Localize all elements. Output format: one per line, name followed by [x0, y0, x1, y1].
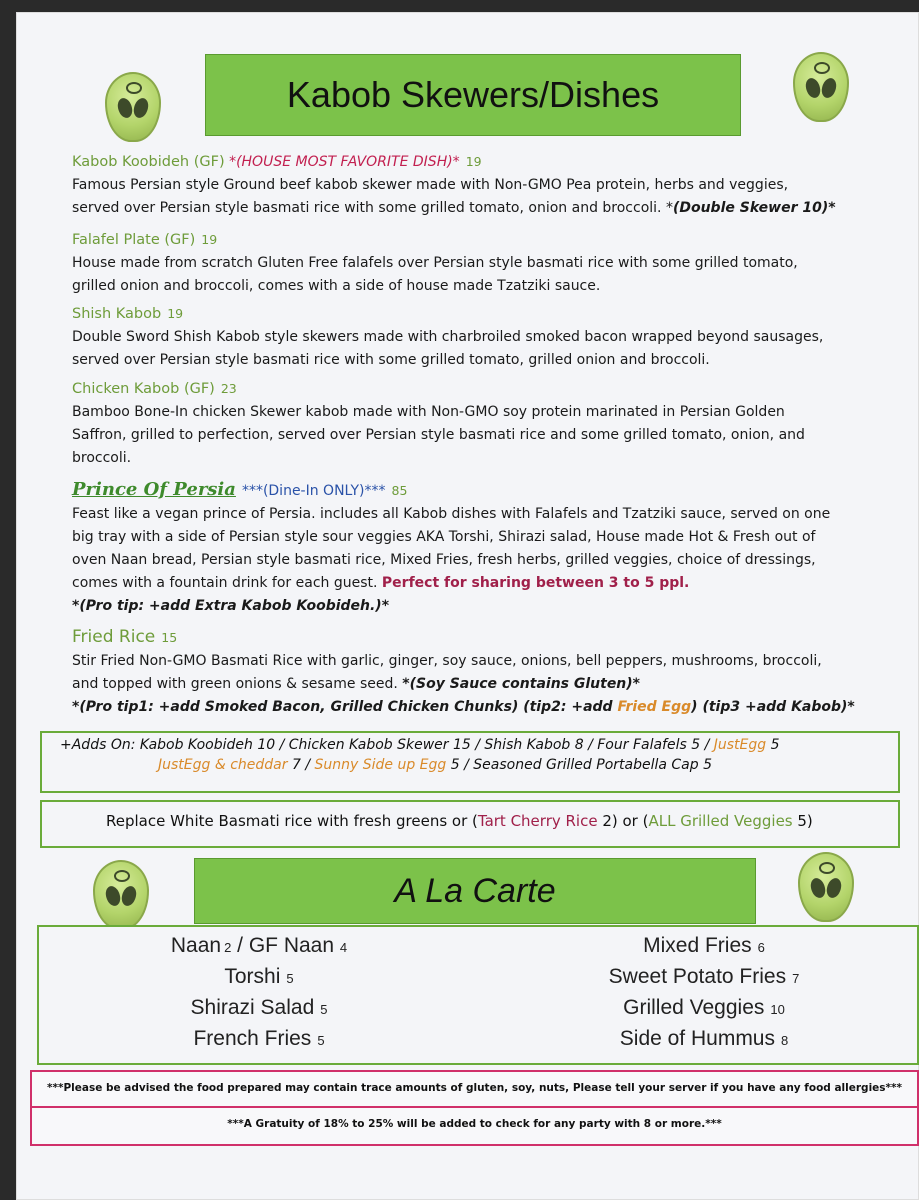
replace-text: Replace White Basmati rice with fresh greens or ( [106, 812, 478, 830]
carte-item [119, 1024, 399, 1055]
carte-item-name: Sweet Potato Fries [608, 965, 787, 988]
item-desc: Bamboo Bone-In chicken Skewer kabob made with Non-GMO soy protein marinated in Persian Golden [72, 404, 785, 420]
addons-line-2 [158, 757, 712, 773]
section-banner-kabob [205, 54, 741, 136]
carte-item-price: 2 [224, 940, 232, 955]
item-desc: Saffron, grilled to perfection, served over Persian style basmati rice and some grilled tomato, onion, and [72, 427, 805, 443]
alien-logo-icon [793, 52, 849, 122]
replace-text: 2) or ( [597, 812, 649, 830]
carte-right-column [559, 931, 849, 1055]
item-price: 19 [167, 306, 184, 321]
item-desc: Double Sword Shish Kabob style skewers made with charbroiled smoked bacon wrapped beyond sausages, [72, 329, 824, 345]
item-desc: broccoli. [72, 450, 132, 466]
addons-box [40, 731, 900, 793]
alien-logo-icon [798, 852, 854, 922]
section-title: A La Carte [394, 871, 556, 910]
addons-text: 5 / Seasoned Grilled Portabella Cap 5 [446, 757, 712, 773]
section-title: Kabob Skewers/Dishes [286, 74, 660, 115]
carte-item [119, 931, 399, 962]
carte-item-name: Naan [170, 934, 222, 957]
item-desc: served over Persian style basmati rice with some grilled tomato, onion and broccoli. * [72, 200, 673, 216]
item-note: *(Soy Sauce contains Gluten)* [402, 676, 640, 692]
allergy-notice-text: ***Please be advised the food prepared may contain trace amounts of gluten, soy, nuts, Please tell your server if you have any food allergies*** [46, 1082, 903, 1094]
carte-item-price: 7 [792, 971, 800, 986]
item-desc: Feast like a vegan prince of Persia. includes all Kabob dishes with Falafels and Tzatziki sauce, served on one [72, 506, 831, 522]
carte-item-name: Shirazi Salad [190, 996, 315, 1019]
replace-option: Tart Cherry Rice [477, 812, 598, 830]
addons-text: +Adds On: Kabob Koobideh 10 / Chicken Kabob Skewer 15 / Shish Kabob 8 / Four Falafels 5 / [60, 737, 714, 753]
menu-item-falafel [72, 228, 872, 298]
item-desc: big tray with a side of Persian style sour veggies AKA Torshi, Shirazi salad, House made Hot & Fresh out of [72, 529, 816, 545]
item-name: Fried Rice [72, 627, 156, 647]
item-note: (Double Skewer 10)* [672, 200, 836, 216]
item-name: Chicken Kabob (GF) [72, 381, 215, 397]
addons-text: JustEgg & cheddar [158, 757, 288, 773]
item-desc: served over Persian style basmati rice with some grilled tomato, grilled onion and broccoli. [72, 352, 710, 368]
item-price: 23 [220, 381, 237, 396]
carte-left-column [119, 931, 399, 1055]
menu-item-koobideh [72, 150, 872, 220]
item-price: 15 [161, 630, 178, 645]
item-desc: Famous Persian style Ground beef kabob skewer made with Non-GMO Pea protein, herbs and veggies, [72, 177, 789, 193]
item-name: Prince Of Persia [72, 479, 236, 500]
carte-item [559, 931, 849, 962]
addons-text: Sunny Side up Egg [314, 757, 447, 773]
carte-item [119, 962, 399, 993]
item-name: Falafel Plate (GF) [72, 232, 196, 248]
item-desc: oven Naan bread, Persian style basmati rice, Mixed Fries, fresh herbs, grilled veggies, choice of dressings, [72, 552, 816, 568]
carte-item-name: Grilled Veggies [623, 996, 765, 1019]
replace-rice-text [106, 812, 813, 830]
item-desc: grilled onion and broccoli, comes with a side of house made Tzatziki sauce. [72, 278, 601, 294]
item-name: Shish Kabob [72, 306, 162, 322]
menu-item-shish [72, 302, 872, 372]
pro-tip: *(Pro tip1: +add Smoked Bacon, Grilled Chicken Chunks) (tip2: +add [72, 699, 618, 715]
fried-egg-text: Fried Egg [617, 699, 692, 715]
addons-text: 7 / [287, 757, 315, 773]
item-desc: comes with a fountain drink for each guest. [72, 575, 378, 591]
carte-item [559, 962, 849, 993]
carte-item [119, 993, 399, 1024]
addons-price: 5 [770, 737, 780, 753]
gratuity-notice-text: ***A Gratuity of 18% to 25% will be added to check for any party with 8 or more.*** [227, 1118, 722, 1130]
pro-tip: ) (tip3 +add Kabob)* [691, 699, 855, 715]
a-la-carte-box [37, 925, 919, 1065]
replace-text: 5) [792, 812, 813, 830]
gratuity-notice [30, 1106, 919, 1146]
carte-item-price: 6 [757, 940, 765, 955]
addons-line-1 [60, 737, 780, 753]
alien-logo-icon [105, 72, 161, 142]
item-tag: ***(Dine-In ONLY)*** [241, 483, 386, 499]
carte-item [559, 993, 849, 1024]
carte-item-price: 10 [770, 1002, 785, 1017]
item-desc: and topped with green onions & sesame seed. [72, 676, 403, 692]
item-name: Kabob Koobideh (GF) [72, 154, 225, 170]
sharing-note: Perfect for sharing between 3 to 5 ppl. [381, 575, 690, 591]
menu-item-fried-rice [72, 626, 892, 719]
menu-item-chicken [72, 377, 872, 470]
alien-logo-icon [93, 860, 149, 930]
item-desc: House made from scratch Gluten Free falafels over Persian style basmati rice with some grilled tomato, [72, 255, 798, 271]
carte-item-name: Side of Hummus [619, 1027, 775, 1050]
item-desc: Stir Fried Non-GMO Basmati Rice with garlic, ginger, soy sauce, onions, bell peppers, mushrooms, broccoli, [72, 653, 822, 669]
carte-item-name: French Fries [193, 1027, 312, 1050]
section-banner-carte [194, 858, 756, 924]
carte-item-name: Torshi [224, 965, 281, 988]
replace-rice-box [40, 800, 900, 848]
carte-item-name: Mixed Fries [643, 934, 752, 957]
pro-tip: *(Pro tip: +add Extra Kabob Koobideh.)* [72, 598, 390, 614]
allergy-notice [30, 1070, 919, 1108]
carte-item-price: 4 [339, 940, 348, 955]
carte-item-price: 5 [317, 1033, 325, 1048]
carte-item-price: 5 [286, 971, 294, 986]
item-price: 85 [391, 483, 408, 498]
carte-item-name: / GF Naan [231, 934, 340, 957]
carte-item-price: 5 [320, 1002, 328, 1017]
carte-item-price: 8 [781, 1033, 789, 1048]
addons-text: JustEgg [713, 737, 767, 753]
menu-item-prince [72, 478, 892, 618]
item-tag: *(HOUSE MOST FAVORITE DISH)* [229, 154, 460, 170]
item-price: 19 [201, 232, 218, 247]
replace-option: ALL Grilled Veggies [648, 812, 793, 830]
carte-item [559, 1024, 849, 1055]
item-price: 19 [465, 154, 482, 169]
